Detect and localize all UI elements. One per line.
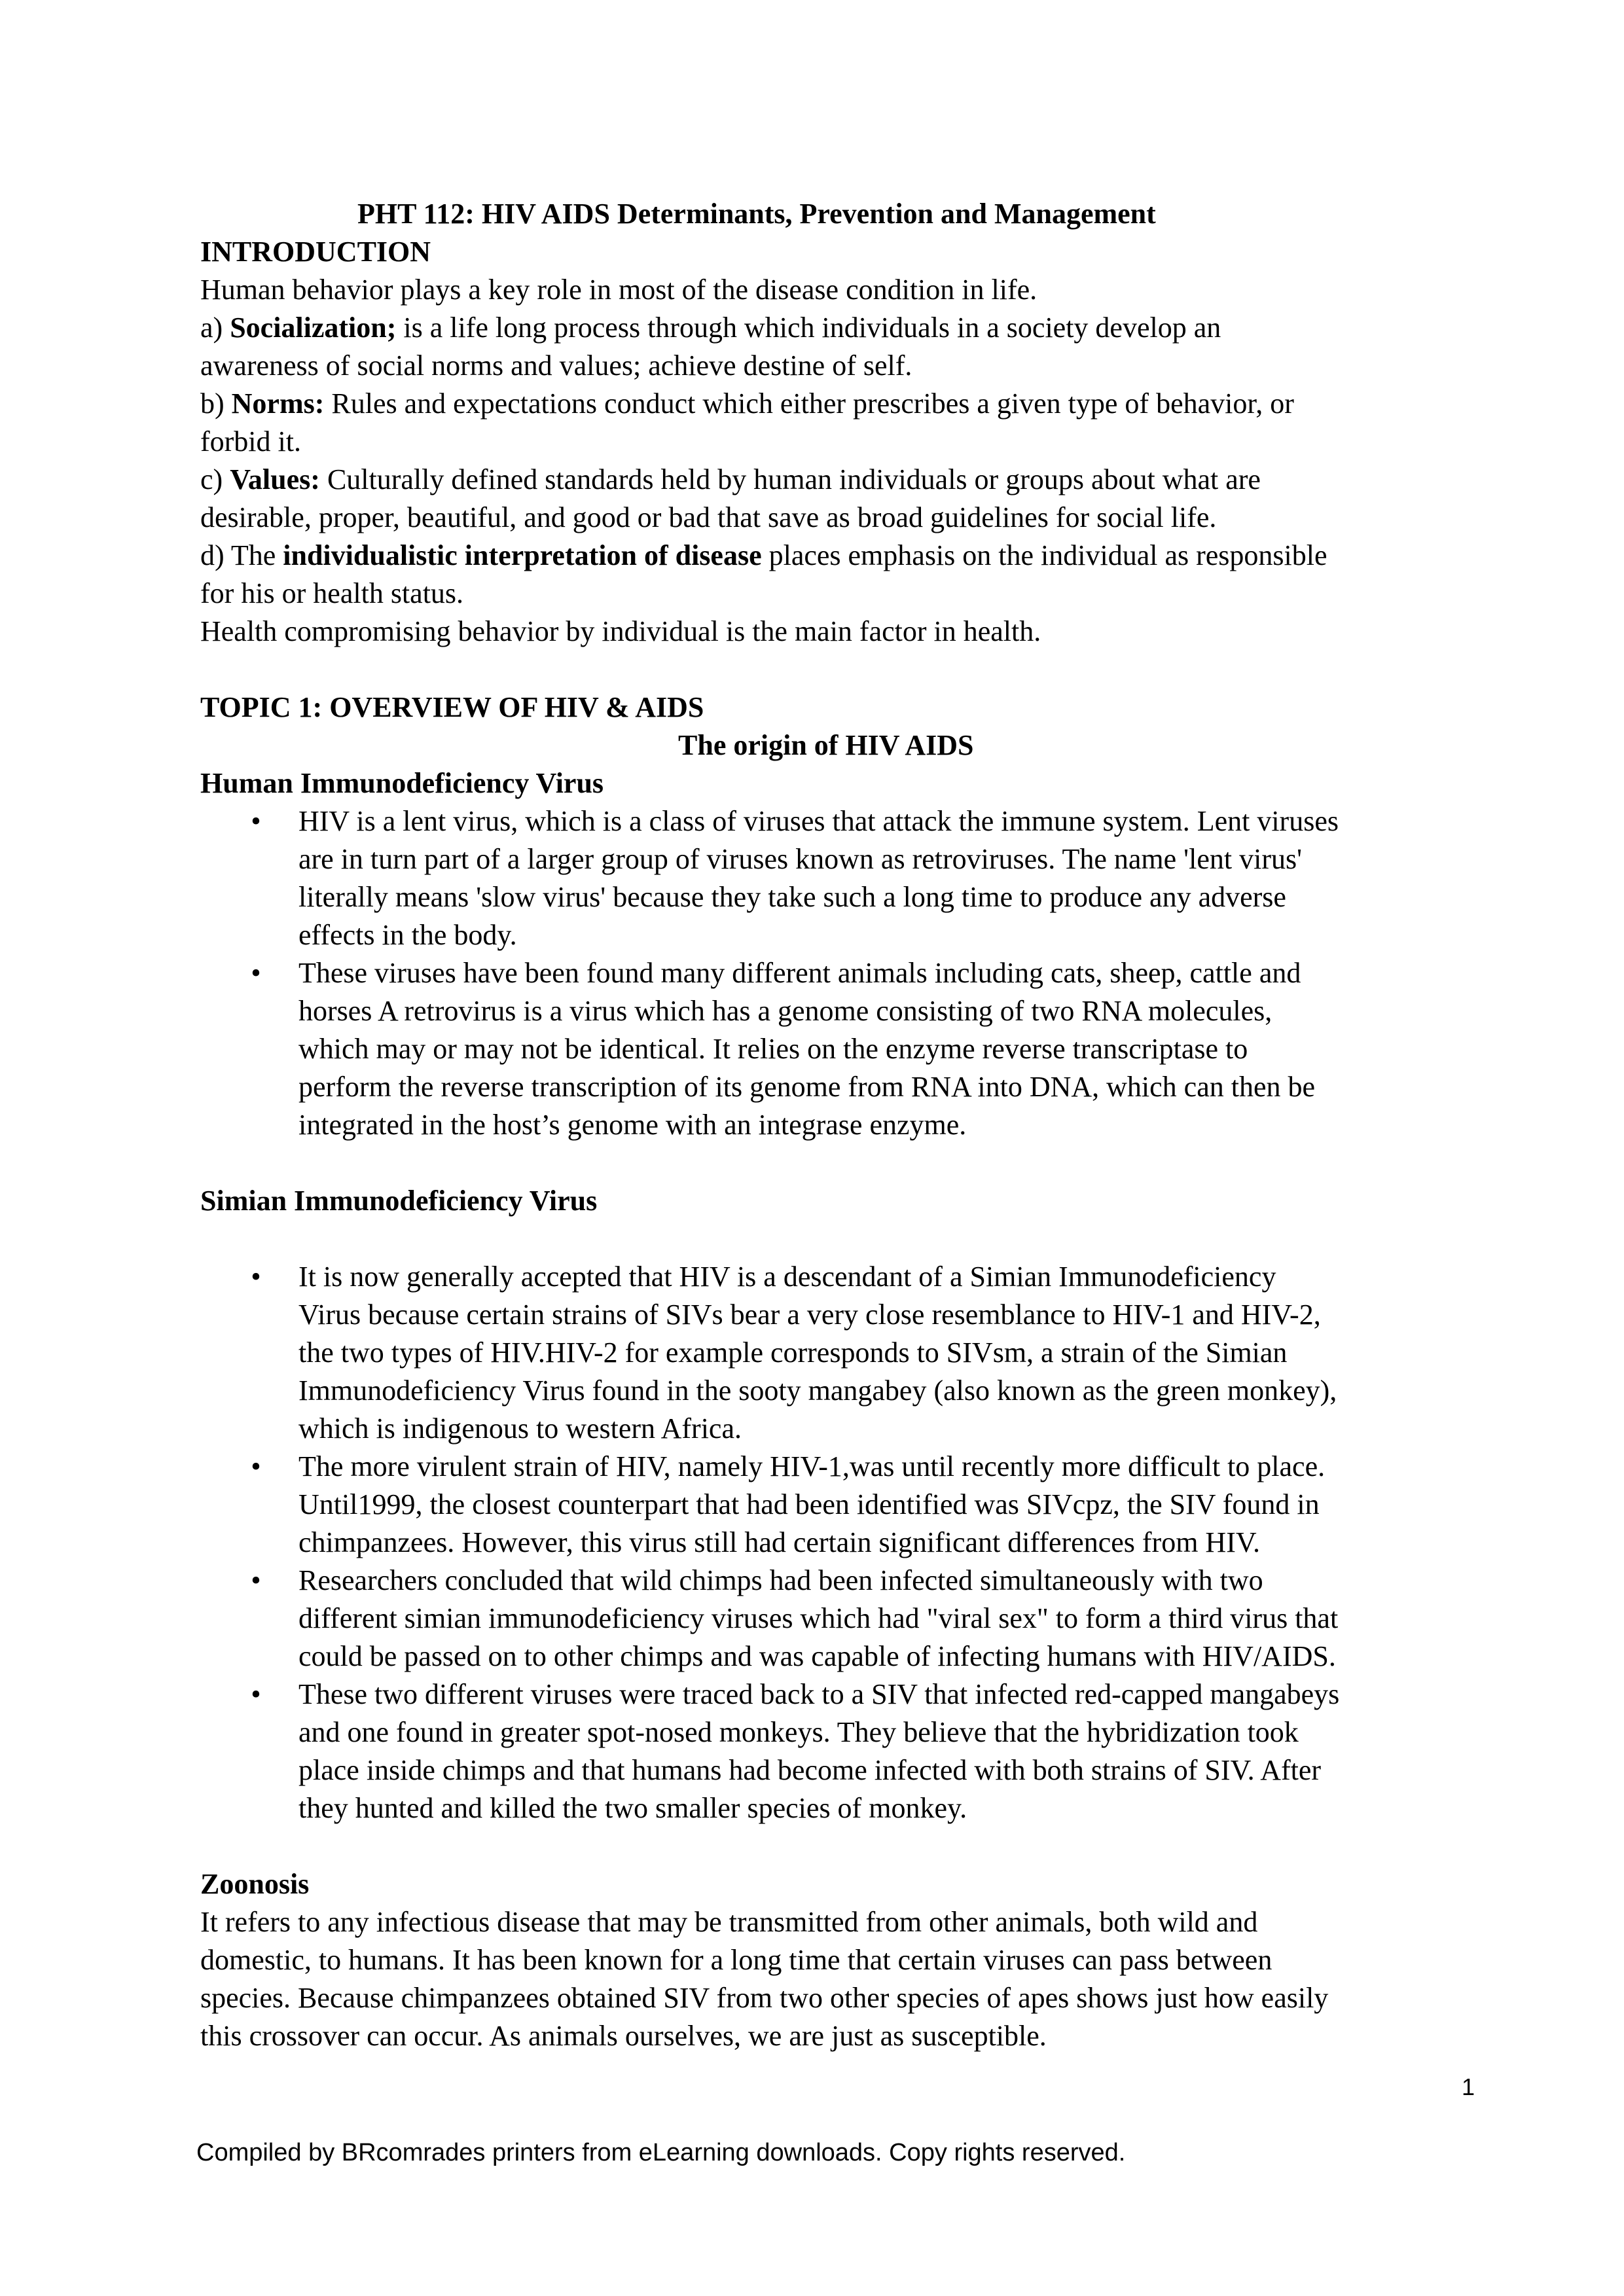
list-item <box>200 1448 1470 1562</box>
hiv-bullet-list <box>200 802 1470 1144</box>
list-item-line: perform the reverse transcription of its genome from RNA into DNA, which can then be <box>298 1071 1316 1103</box>
definition-text: Rules and expectations conduct which either prescribes a given type of behavior, or <box>324 387 1294 420</box>
term: Socialization; <box>230 312 397 344</box>
list-marker: b) <box>200 387 232 420</box>
list-item-line: Until1999, the closest counterpart that had been identified was SIVcpz, the SIV found in <box>298 1488 1320 1520</box>
bullet-icon: • <box>251 957 261 989</box>
list-item-line: Researchers concluded that wild chimps had been infected simultaneously with two <box>298 1564 1263 1596</box>
list-item-line: The more virulent strain of HIV, namely HIV-1,was until recently more difficult to place. <box>298 1450 1326 1482</box>
term: Values: <box>230 463 320 495</box>
zoonosis-paragraph <box>200 1903 1470 2055</box>
definition-continuation: for his or health status. <box>200 577 464 609</box>
bullet-icon: • <box>251 805 261 837</box>
hiv-heading: Human Immunodeficiency Virus <box>200 767 604 799</box>
topic-heading: TOPIC 1: OVERVIEW OF HIV & AIDS <box>200 691 704 723</box>
list-item-line: chimpanzees. However, this virus still had certain significant differences from HIV. <box>298 1526 1260 1558</box>
list-item-line: could be passed on to other chimps and was capable of infecting humans with HIV/AIDS. <box>298 1640 1336 1672</box>
spacer <box>200 1827 1470 1865</box>
bullet-icon: • <box>251 1564 261 1596</box>
list-item-line: the two types of HIV.HIV-2 for example corresponds to SIVsm, a strain of the Simian <box>298 1336 1288 1369</box>
list-item <box>200 1562 1470 1676</box>
list-item-line: These two different viruses were traced back to a SIV that infected red-capped mangabeys <box>298 1678 1340 1710</box>
term: Norms: <box>231 387 325 420</box>
list-item-line: Virus because certain strains of SIVs bear a very close resemblance to HIV-1 and HIV-2, <box>298 1299 1321 1331</box>
list-item-line: effects in the body. <box>298 919 517 951</box>
section-subheading: The origin of HIV AIDS <box>678 729 974 761</box>
list-item <box>200 802 1470 954</box>
bullet-icon: • <box>251 1450 261 1482</box>
definition-text: places emphasis on the individual as responsible <box>761 539 1327 571</box>
intro-closing: Health compromising behavior by individual is the main factor in health. <box>200 615 1041 647</box>
siv-heading: Simian Immunodeficiency Virus <box>200 1185 598 1217</box>
page-content <box>200 195 1470 2055</box>
definition-individualistic <box>200 537 1470 575</box>
list-item-line: which may or may not be identical. It relies on the enzyme reverse transcriptase to <box>298 1033 1248 1065</box>
list-item-line: different simian immunodeficiency viruses which had "viral sex" to form a third virus that <box>298 1602 1339 1634</box>
list-item <box>200 1676 1470 1827</box>
list-item-line: which is indigenous to western Africa. <box>298 1412 742 1444</box>
paragraph-line: species. Because chimpanzees obtained SIV from two other species of apes shows just how easily <box>200 1982 1329 2014</box>
list-marker: d) The <box>200 539 283 571</box>
spacer <box>200 1220 1470 1258</box>
intro-paragraph: Human behavior plays a key role in most of the disease condition in life. <box>200 274 1038 306</box>
spacer <box>200 1144 1470 1182</box>
bullet-icon: • <box>251 1678 261 1710</box>
list-item-line: Immunodeficiency Virus found in the sooty mangabey (also known as the green monkey), <box>298 1374 1337 1407</box>
list-item-line: horses A retrovirus is a virus which has a genome consisting of two RNA molecules, <box>298 995 1272 1027</box>
list-item-line: place inside chimps and that humans had become infected with both strains of SIV. After <box>298 1754 1322 1786</box>
definition-text: is a life long process through which individuals in a society develop an <box>396 312 1221 344</box>
zoonosis-heading: Zoonosis <box>200 1868 310 1900</box>
spacer <box>200 651 1470 689</box>
bullet-icon: • <box>251 1261 261 1293</box>
definition-continuation: desirable, proper, beautiful, and good or bad that save as broad guidelines for social life. <box>200 501 1217 533</box>
definition-socialization <box>200 309 1470 347</box>
document-title: PHT 112: HIV AIDS Determinants, Prevention and Management <box>357 198 1156 230</box>
list-item-line: are in turn part of a larger group of viruses known as retroviruses. The name 'lent virus' <box>298 843 1303 875</box>
page-number: 1 <box>1461 2073 1475 2100</box>
list-marker: c) <box>200 463 230 495</box>
definition-continuation: forbid it. <box>200 425 301 457</box>
paragraph-line: this crossover can occur. As animals ourselves, we are just as susceptible. <box>200 2020 1047 2052</box>
paragraph-line: It refers to any infectious disease that may be transmitted from other animals, both wild and <box>200 1906 1258 1938</box>
page-footer: Compiled by BRcomrades printers from eLearning downloads. Copy rights reserved. <box>196 2139 1126 2166</box>
list-item-line: they hunted and killed the two smaller species of monkey. <box>298 1792 967 1824</box>
list-item-line: It is now generally accepted that HIV is a descendant of a Simian Immunodeficiency <box>298 1261 1276 1293</box>
list-item-line: and one found in greater spot-nosed monkeys. They believe that the hybridization took <box>298 1716 1299 1748</box>
definition-text: Culturally defined standards held by human individuals or groups about what are <box>319 463 1261 495</box>
list-item-line: HIV is a lent virus, which is a class of viruses that attack the immune system. Lent viruses <box>298 805 1339 837</box>
list-item <box>200 1258 1470 1448</box>
paragraph-line: domestic, to humans. It has been known for a long time that certain viruses can pass between <box>200 1944 1272 1976</box>
siv-bullet-list <box>200 1258 1470 1827</box>
list-item-line: integrated in the host’s genome with an integrase enzyme. <box>298 1109 967 1141</box>
definition-values <box>200 461 1470 499</box>
definition-norms <box>200 385 1470 423</box>
list-item <box>200 954 1470 1144</box>
list-item-line: These viruses have been found many different animals including cats, sheep, cattle and <box>298 957 1301 989</box>
list-marker: a) <box>200 312 230 344</box>
definition-continuation: awareness of social norms and values; achieve destine of self. <box>200 350 912 382</box>
intro-heading: INTRODUCTION <box>200 236 431 268</box>
list-item-line: literally means 'slow virus' because they take such a long time to produce any adverse <box>298 881 1286 913</box>
term: individualistic interpretation of disease <box>283 539 762 571</box>
